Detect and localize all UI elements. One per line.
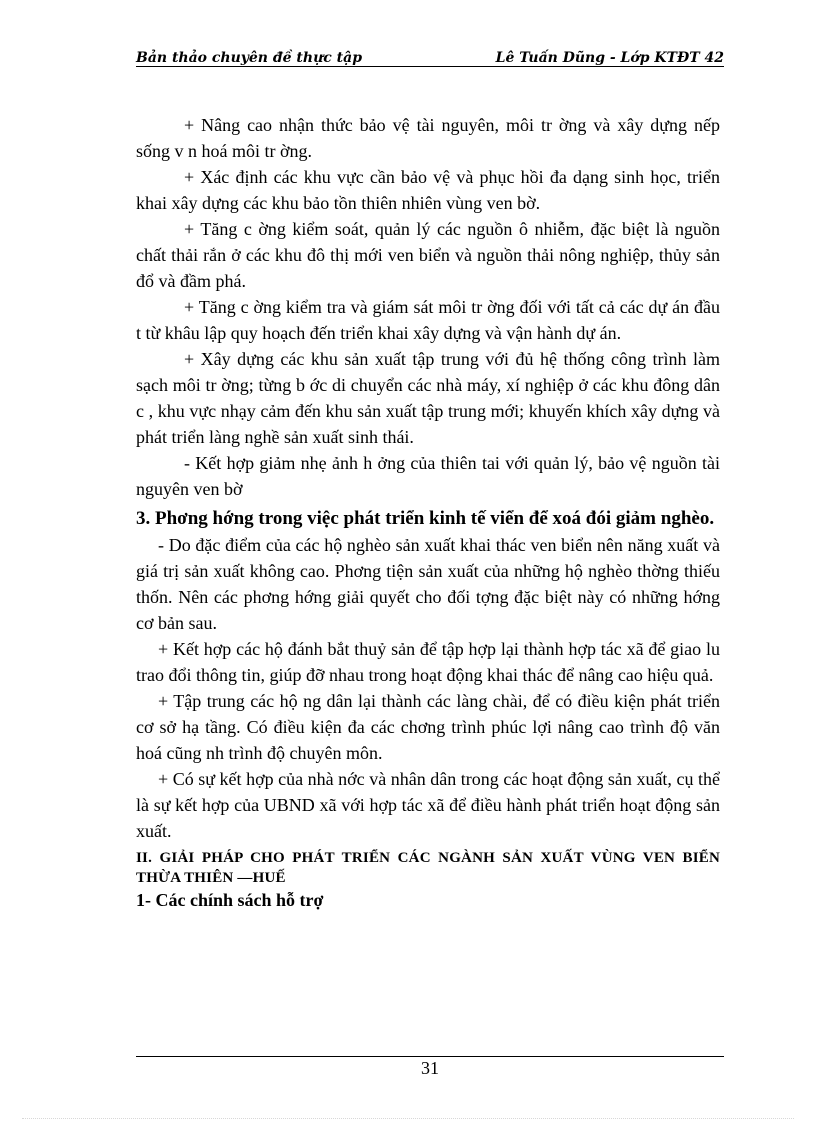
paragraph: + Kết hợp các hộ đánh bắt thuỷ sản để tập hợp lại thành hợp tác xã để giao lu trao đổi thông tin, giúp đỡ nhau trong hoạt động khai thác để nâng cao hiệu quả. xyxy=(136,639,720,685)
paragraph: - Kết hợp giảm nhẹ ảnh h ởng của thiên tai với quản lý, bảo vệ nguồn tài nguyên ven bờ xyxy=(136,453,720,499)
header-author: Lê Tuấn Dũng - Lớp KTĐT 42 xyxy=(495,50,724,66)
paragraph: - Do đặc điểm của các hộ nghèo sản xuất khai thác ven biển nên năng xuất và giá trị sản xuất không cao. Phơng tiện sản xuất của những hộ nghèo thờng thiếu thốn. Nên các phơng hớng giải quyết cho đối tợng đặc biệt này có những hớng cơ bản sau. xyxy=(136,535,720,633)
page-number: 31 xyxy=(421,1058,439,1078)
paragraph: + Tăng c ờng kiểm tra và giám sát môi tr ờng đối với tất cả các dự án đầu t từ khâu lập quy hoạch đến triển khai xây dựng và vận hành dự án. xyxy=(136,297,720,343)
paragraph: + Xác định các khu vực cần bảo vệ và phục hồi đa dạng sinh học, triển khai xây dựng các khu bảo tồn thiên nhiên vùng ven bờ. xyxy=(136,167,720,213)
paragraph: + Xây dựng các khu sản xuất tập trung với đủ hệ thống công trình làm sạch môi tr ờng; từng b ớc di chuyển các nhà máy, xí nghiệp ở các khu đông dân c , khu vực nhạy cảm đến khu sản xuất tập trung mới; khuyến khích xây dựng và phát triển làng nghề sản xuất sinh thái. xyxy=(136,349,720,447)
header-title: Bản thảo chuyên đề thực tập xyxy=(136,50,362,66)
paragraph: + Tăng c ờng kiểm soát, quản lý các nguồn ô nhiễm, đặc biệt là nguồn chất thải rắn ở các khu đô thị mới ven biển và nguồn thải nông nghiệp, thủy sản đổ và đầm phá. xyxy=(136,219,720,291)
header-divider xyxy=(136,66,724,67)
paragraph: + Có sự kết hợp của nhà nớc và nhân dân trong các hoạt động sản xuất, cụ thể là sự kết hợp của UBND xã với hợp tác xã để điều hành phát triển hoạt động sản xuất. xyxy=(136,769,720,841)
chapter-heading: II. GIẢI PHÁP CHO PHÁT TRIỂN CÁC NGÀNH SẢN XUẤT VÙNG VEN BIỂN THỪA THIÊN —HUẾ xyxy=(136,850,720,886)
subsection-heading: 1- Các chính sách hỗ trợ xyxy=(136,890,324,910)
page-edge xyxy=(22,1118,794,1119)
paragraph: + Tập trung các hộ ng dân lại thành các làng chài, để có điều kiện phát triển cơ sở hạ tầng. Có điều kiện đa các chơng trình phúc lợi nâng cao trình độ văn hoá cũng nh trình độ chuyên môn. xyxy=(136,691,720,763)
body-text xyxy=(136,112,720,912)
footer-divider xyxy=(136,1056,724,1057)
paragraph: + Nâng cao nhận thức bảo vệ tài nguyên, môi tr ờng và xây dựng nếp sống v n hoá môi tr ờng. xyxy=(136,115,720,161)
section-heading: 3. Phơng hớng trong việc phát triển kinh tế viển để xoá đói giảm nghèo. xyxy=(136,508,715,529)
